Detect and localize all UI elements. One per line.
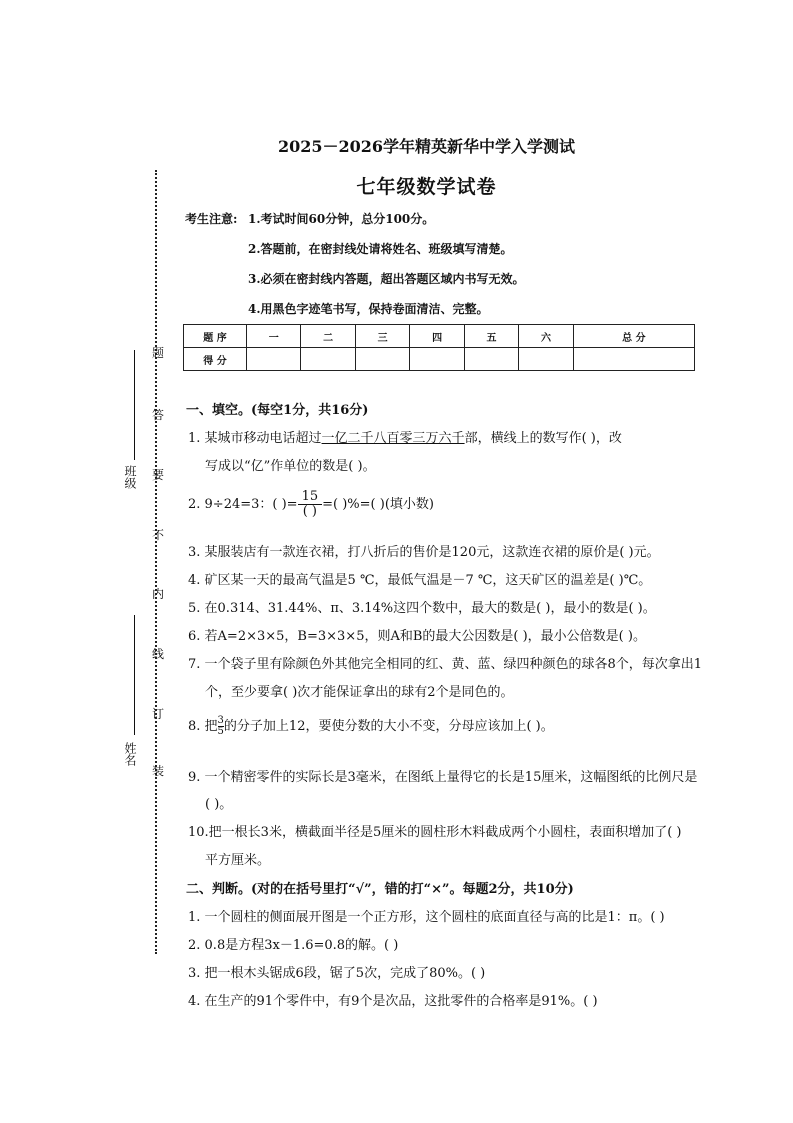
judge-question-2: 2. 0.8是方程3x－1.6=0.8的解。( ) [188,938,399,953]
score-cell[interactable] [464,348,518,371]
score-cell[interactable] [519,348,573,371]
question-7-line-2: 个，至少要拿( )次才能保证拿出的球有2个是同色的。 [205,685,514,700]
question-9-line-2: ( )。 [205,797,233,812]
notice-item-1: 1.考试时间60分钟，总分100分。 [248,212,435,226]
q1-text-a: 1. 某城市移动电话超过 [188,431,322,446]
question-5: 5. 在0.314、31.44%、π、3.14%这四个数中，最大的数是( )，最小的数是( )。 [188,601,656,616]
q2-fraction-numerator: 15 [298,490,323,505]
class-blank-line [134,350,135,460]
question-1-line-2: 写成以“亿”作单位的数是( )。 [205,459,376,474]
seal-char-4: 不 [152,528,165,542]
exam-subtitle: 七年级数学试卷 [356,176,497,198]
notice-item-2: 2.答题前，在密封线处请将姓名、班级填写清楚。 [248,242,513,256]
score-cell[interactable] [410,348,464,371]
q8-fraction-denominator: 5 [217,726,224,737]
q1-text-b: 部，横线上的数写作( )，改 [464,431,622,446]
seal-char-3: 要 [152,468,165,482]
score-table [183,324,695,371]
q8-fraction-numerator: 3 [217,715,224,726]
question-1-line-1 [188,427,622,446]
seal-char-7: 订 [152,707,165,721]
score-cell[interactable] [573,348,694,371]
notice-label: 考生注意: [185,212,238,226]
name-label: 姓名 [123,742,137,766]
score-cell[interactable] [301,348,355,371]
section1-heading: 一、填空。(每空1分，共16分) [186,403,369,418]
question-3: 3. 某服装店有一款连衣裙，打八折后的售价是120元，这款连衣裙的原价是( )元。 [188,545,660,560]
score-header-cell: 五 [464,325,518,348]
question-9-line-1: 9. 一个精密零件的实际长是3毫米，在图纸上量得它的长是15厘米，这幅图纸的比例尺是 [188,770,698,785]
score-header-cell: 题 序 [184,325,247,348]
name-blank-line [134,615,135,735]
judge-question-3: 3. 把一根木头锯成6段，锯了5次，完成了80%。( ) [188,966,486,981]
notice-item-3: 3.必须在密封线内答题，超出答题区域内书写无效。 [248,272,525,286]
score-header-cell: 一 [247,325,301,348]
q1-underlined-number: 一亿二千八百零三万六千 [321,431,465,446]
score-table-score-row [184,348,695,371]
judge-question-4: 4. 在生产的91个零件中，有9个是次品，这批零件的合格率是91%。( ) [188,994,598,1009]
seal-char-1: 题 [152,346,165,360]
exam-title: 2025－2026学年精英新华中学入学测试 [277,137,576,156]
question-7-line-1: 7. 一个袋子里有除颜色外其他完全相同的红、黄、蓝、绿四种颜色的球各8个，每次拿出1 [188,657,703,672]
q8-text-a: 8. 把 [188,719,218,734]
seal-char-8: 装 [152,764,165,778]
seal-char-6: 线 [152,647,165,661]
question-6: 6. 若A=2×3×5，B=3×3×5，则A和B的最大公因数是( )，最小公倍数是( )。 [188,629,646,644]
seal-dotted-line [155,170,157,954]
score-header-cell: 六 [519,325,573,348]
q2-fraction-denominator: ( ) [302,504,317,519]
q2-text-b: =( )%=( )(填小数) [322,497,434,512]
seal-char-5: 内 [152,587,165,601]
question-10-line-1: 10.把一根长3米，横截面半径是5厘米的圆柱形木料截成两个小圆柱，表面积增加了( ) [188,825,682,840]
score-header-cell: 二 [301,325,355,348]
q2-fraction [298,490,323,519]
judge-question-1: 1. 一个圆柱的侧面展开图是一个正方形，这个圆柱的底面直径与高的比是1：π。( ) [188,910,665,925]
score-row-label: 得 分 [184,348,247,371]
question-10-line-2: 平方厘米。 [205,853,271,868]
score-cell[interactable] [247,348,301,371]
q8-text-b: 的分子加上12，要使分数的大小不变，分母应该加上( )。 [223,719,554,734]
question-2 [188,490,434,519]
score-header-cell: 三 [355,325,409,348]
q2-text-a: 2. 9÷24=3：( )= [188,497,298,512]
score-header-cell: 四 [410,325,464,348]
section2-heading: 二、判断。(对的在括号里打“√”，错的打“×”。每题2分，共10分) [186,882,574,897]
seal-char-2: 答 [152,408,165,422]
class-label: 班级 [123,465,137,489]
question-8 [188,715,554,737]
score-cell[interactable] [355,348,409,371]
question-4: 4. 矿区某一天的最高气温是5 ℃，最低气温是－7 ℃，这天矿区的温差是( )℃。 [188,573,652,588]
score-table-header-row [184,325,695,348]
score-header-cell: 总 分 [573,325,694,348]
notice-item-4: 4.用黑色字迹笔书写，保持卷面清洁、完整。 [248,302,489,316]
